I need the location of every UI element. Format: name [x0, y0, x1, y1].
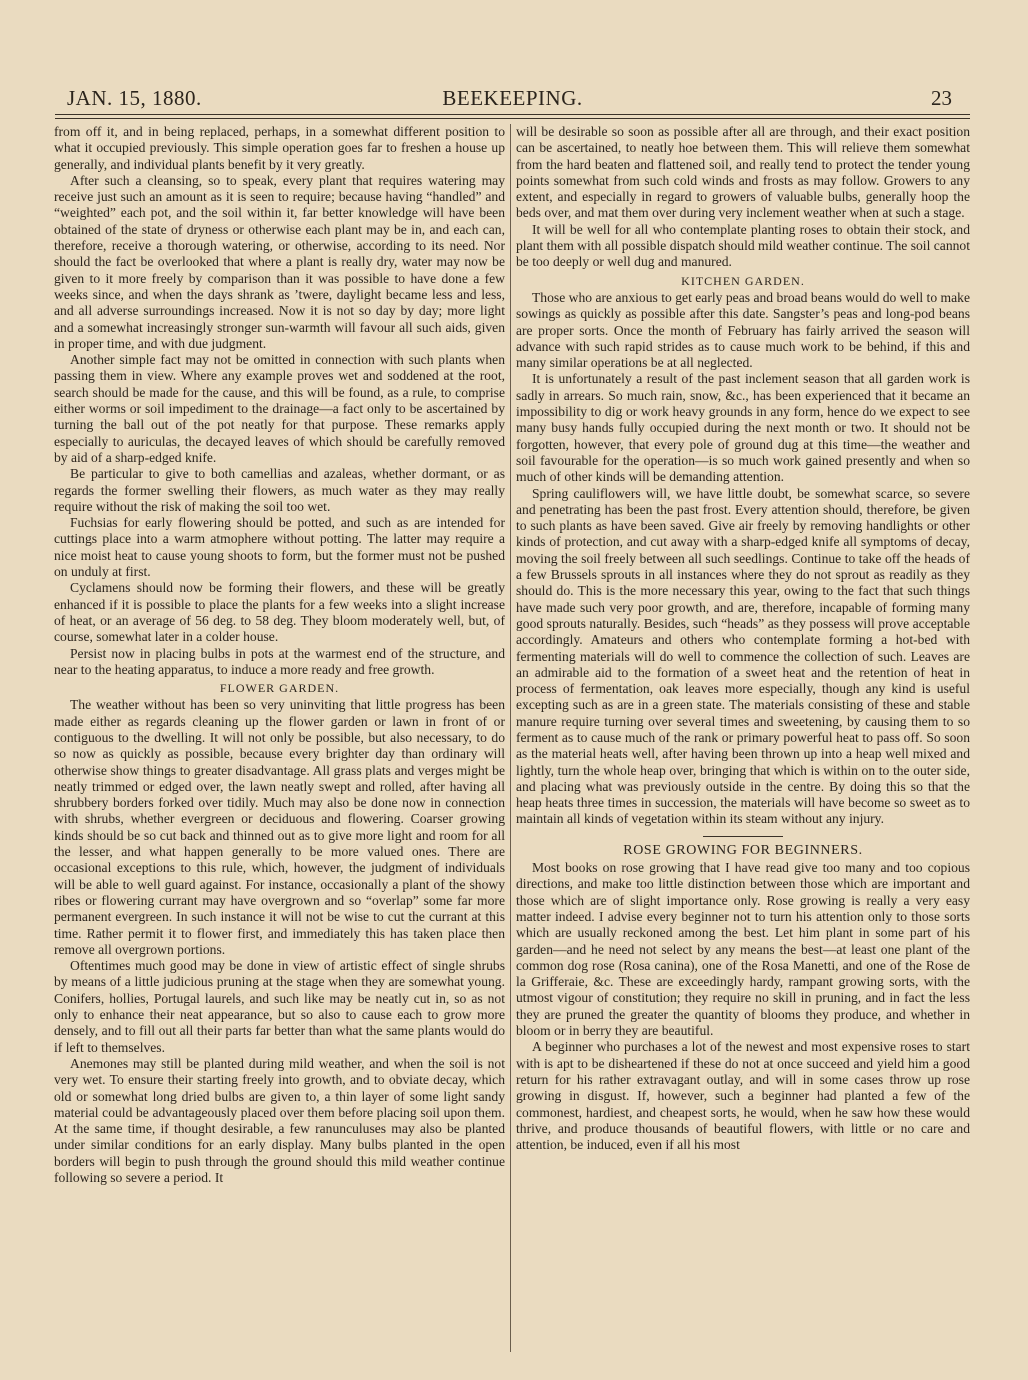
- paragraph: Cyclamens should now be forming their flowers, and these will be greatly enhanced if it is possible to place the plants for a few weeks into a slight increase of heat, or an average of 56 deg. to 58 deg. They bloom moderately well, but, of course, somewhat later in a colder house.: [54, 580, 505, 645]
- paragraph: Spring cauliflowers will, we have little doubt, be somewhat scarce, so severe and penetrating has been the past frost. Every attention should, therefore, be given to such plants as have been saved. Give air freely by removing handlights or other kinds of protection, and cut away with a sharp-edged knife all symptoms of decay, moving the soil freely between all such seedlings. Continue to take off the heads of a few Brussels sprouts in all instances where they do not sprout as readily as they should do. This is the more necessary this year, owing to the fact that such things have made such very poor growth, and are, therefore, incapable of forming many good sprouts naturally. Besides, such “heads” as they possess will prove acceptable accordingly. Amateurs and others who contemplate forming a hot-bed with fermenting materials will do well to commence the collection of such. Leaves are an admirable aid to the formation of a sweet heat and the retention of heat in process of fermentation, oak leaves more especially, though any kind is useful excepting such as are in a green state. The materials consisting of these and stable manure require turning over several times and sweetening, by causing them to so ferment as to cause much of the rank or primary powerful heat to pass off. So soon as the material heats well, after having been thrown up into a heap well mixed and lightly, turn the whole heap over, bringing that which is within on to the outer side, and placing what was previously outside in the centre. By doing this so that the heap heats three times in succession, the materials will have become so sweet as to maintain all kinds of vegetation within its steam without any injury.: [516, 485, 970, 827]
- right-column: [516, 124, 970, 1153]
- paragraph: A beginner who purchases a lot of the newest and most expensive roses to start with is apt to be disheartened if these do not at once succeed and yield him a good return for his rather extravagant outlay, and will in some cases throw up rose growing in disgust. If, however, such a beginner had planted a few of the commonest, hardiest, and cheapest sorts, he would, when he saw how these would thrive, and produce thousands of beautiful flowers, with little or no care and attention, be induced, even if all his most: [516, 1039, 970, 1153]
- article-title: ROSE GROWING FOR BEGINNERS.: [623, 842, 863, 858]
- section-heading-flower-garden: FLOWER GARDEN.: [219, 681, 340, 696]
- paragraph: It will be well for all who contemplate planting roses to obtain their stock, and plant them with all possible dispatch should mild weather continue. The soil cannot be too deeply or well dug and manured.: [516, 221, 970, 270]
- page-number: 23: [931, 86, 952, 110]
- paragraph: It is unfortunately a result of the past inclement season that all garden work is sadly in arrears. So much rain, snow, &c., has been experienced that it became an impossibility to dig or work heavy grounds in any form, hence do we expect to see many busy hands fully occupied during the next month or two. It should not be forgotten, however, that every pole of ground dug at this time—the weather and soil favourable for the operation—is so much work gained presently and when so much of other kinds will be demanding attention.: [516, 371, 970, 485]
- paragraph: will be desirable so soon as possible after all are through, and their exact position can be ascertained, to neatly hoe between them. This will relieve them somewhat from the hard beaten and flattened soil, and really tend to protect the tender young points somewhat from such cold winds and frosts as may follow. Growers to any extent, and especially in regard to growers of valuable bulbs, generally hoop the beds over, and mat them over during very inclement weather when at such a stage.: [516, 124, 970, 221]
- publication-title: BEEKEEPING.: [442, 86, 583, 110]
- paragraph: Be particular to give to both camellias and azaleas, whether dormant, or as regards the former swelling their flowers, as much water as they may really require without the risk of making the soil too wet.: [54, 466, 505, 514]
- paragraph: Anemones may still be planted during mild weather, and when the soil is not very wet. To ensure their starting freely into growth, and to obviate decay, which old or somewhat long dried bulbs are given to, a thin layer of some light sandy material could be advantageously placed over them before placing soil upon them. At the same time, if thought desirable, a few ranunculuses may also be planted under similar conditions for an early display. Many bulbs planted in the open borders will begin to push through the ground should this mild weather continue following so severe a period. It: [54, 1055, 505, 1185]
- header-rule: [55, 114, 970, 115]
- column-divider: [510, 124, 511, 1352]
- article-separator: [703, 836, 783, 837]
- header-rule-thin: [55, 118, 970, 119]
- section-heading-kitchen-garden: KITCHEN GARDEN.: [681, 273, 805, 288]
- paragraph: from off it, and in being replaced, perhaps, in a somewhat different position to what it occupied previously. This simple operation goes far to freshen a house up generally, and individual plants benefit by it very greatly.: [54, 124, 505, 172]
- paragraph: Oftentimes much good may be done in view of artistic effect of single shrubs by means of a little judicious pruning at the stage when they are somewhat young. Conifers, hollies, Portugal laurels, and such like may be neatly cut in, so as not only to enhance their neat appearance, but so also to cause each to grow more densely, and to fill out all their parts far better than what the same plants would do if left to themselves.: [54, 958, 505, 1055]
- paragraph: Most books on rose growing that I have read give too many and too copious directions, and make too little distinction between those which are important and those which are of slight importance only. Rose growing is really a very easy matter indeed. I advise every beginner not to turn his attention only to those sorts which are usually reckoned among the best. Let him plant in some part of his garden—and he need not select by any means the best—at least one plant of the common dog rose (Rosa canina), one of the Rosa Manetti, and one of the Rose de la Grifferaie, &c. These are exceedingly hardy, rampant growing sorts, with the utmost vigour of constitution; they require no skill in pruning, and in fact the less they are pruned the greater the quantity of blooms they produce, and whether in bloom or in berry they are beautiful.: [516, 860, 970, 1039]
- paragraph: Those who are anxious to get early peas and broad beans would do well to make sowings as quickly as possible after this date. Sangster’s peas and long-pod beans are proper sorts. Once the month of February has fairly arrived the season will advance with such rapid strides as to cause much work to be behind, if this and many similar operations be at all neglected.: [516, 289, 970, 371]
- paragraph: Another simple fact may not be omitted in connection with such plants when passing them in view. Where any example proves wet and soddened at the root, search should be made for the cause, and this will be found, as a rule, to comprise either worms or soil impediment to the drainage—a fact only to be ascertained by turning the ball out of the pot neatly for that purpose. These remarks apply especially to auriculas, the decayed leaves of which should be carefully removed by aid of a sharp-edged knife.: [54, 352, 505, 465]
- issue-date: JAN. 15, 1880.: [67, 86, 202, 110]
- left-column: [54, 124, 505, 1186]
- paragraph: The weather without has been so very uninviting that little progress has been made either as regards cleaning up the flower garden or lawn in front of or contiguous to the dwelling. It will not only be possible, but also necessary, to do so now as quickly as possible, because every brighter day than ordinary will otherwise show things to greater disadvantage. All grass plats and verges might be neatly trimmed or edged over, the lawn neatly swept and rolled, after having all shrubbery borders forked over tidily. Much may also be done now in connection with shrubs, whether evergreen or deciduous and flowering. Coarser growing kinds should be so cut back and thinned out as to give more light and room for all the lesser, and what happen generally to be more valued ones. There are occasional exceptions to this rule, which, however, the judgment of individuals will be able to well guard against. For instance, occasionally a plant of the showy ribes or flowering currant may have overgrown and so “overlap” some far more permanent evergreen. In such instance it will not be wise to cut the currant at this time. Rather permit it to flower first, and immediately this has taken place then remove all overgrown portions.: [54, 697, 505, 957]
- page-header: [55, 86, 970, 112]
- paragraph: Persist now in placing bulbs in pots at the warmest end of the structure, and near to the heating apparatus, to induce a more ready and free growth.: [54, 645, 505, 677]
- paragraph: Fuchsias for early flowering should be potted, and such as are intended for cuttings place into a warm atmophere without potting. The latter may require a nice moist heat to cause young shoots to form, but the former must not be pushed on unduly at first.: [54, 515, 505, 580]
- paragraph: After such a cleansing, so to speak, every plant that requires watering may receive just such an amount as it is seen to require; because having “handled” and “weighted” each pot, and the soil within it, far better knowledge will have been obtained of the state of dryness or otherwise each plant may be in, and each can, therefore, receive a thorough watering, or otherwise, according to its need. Nor should the fact be overlooked that where a plant is really dry, water may now be given to it more freely by comparison than it was possible to have done a few weeks since, and when the days shrank as ’twere, daylight became less and less, and all adverse surroundings increased. Now it is not so day by day; more light and a somewhat increasingly stronger sun-warmth will favour all such aids, given in proper time, and with due judgment.: [54, 172, 505, 351]
